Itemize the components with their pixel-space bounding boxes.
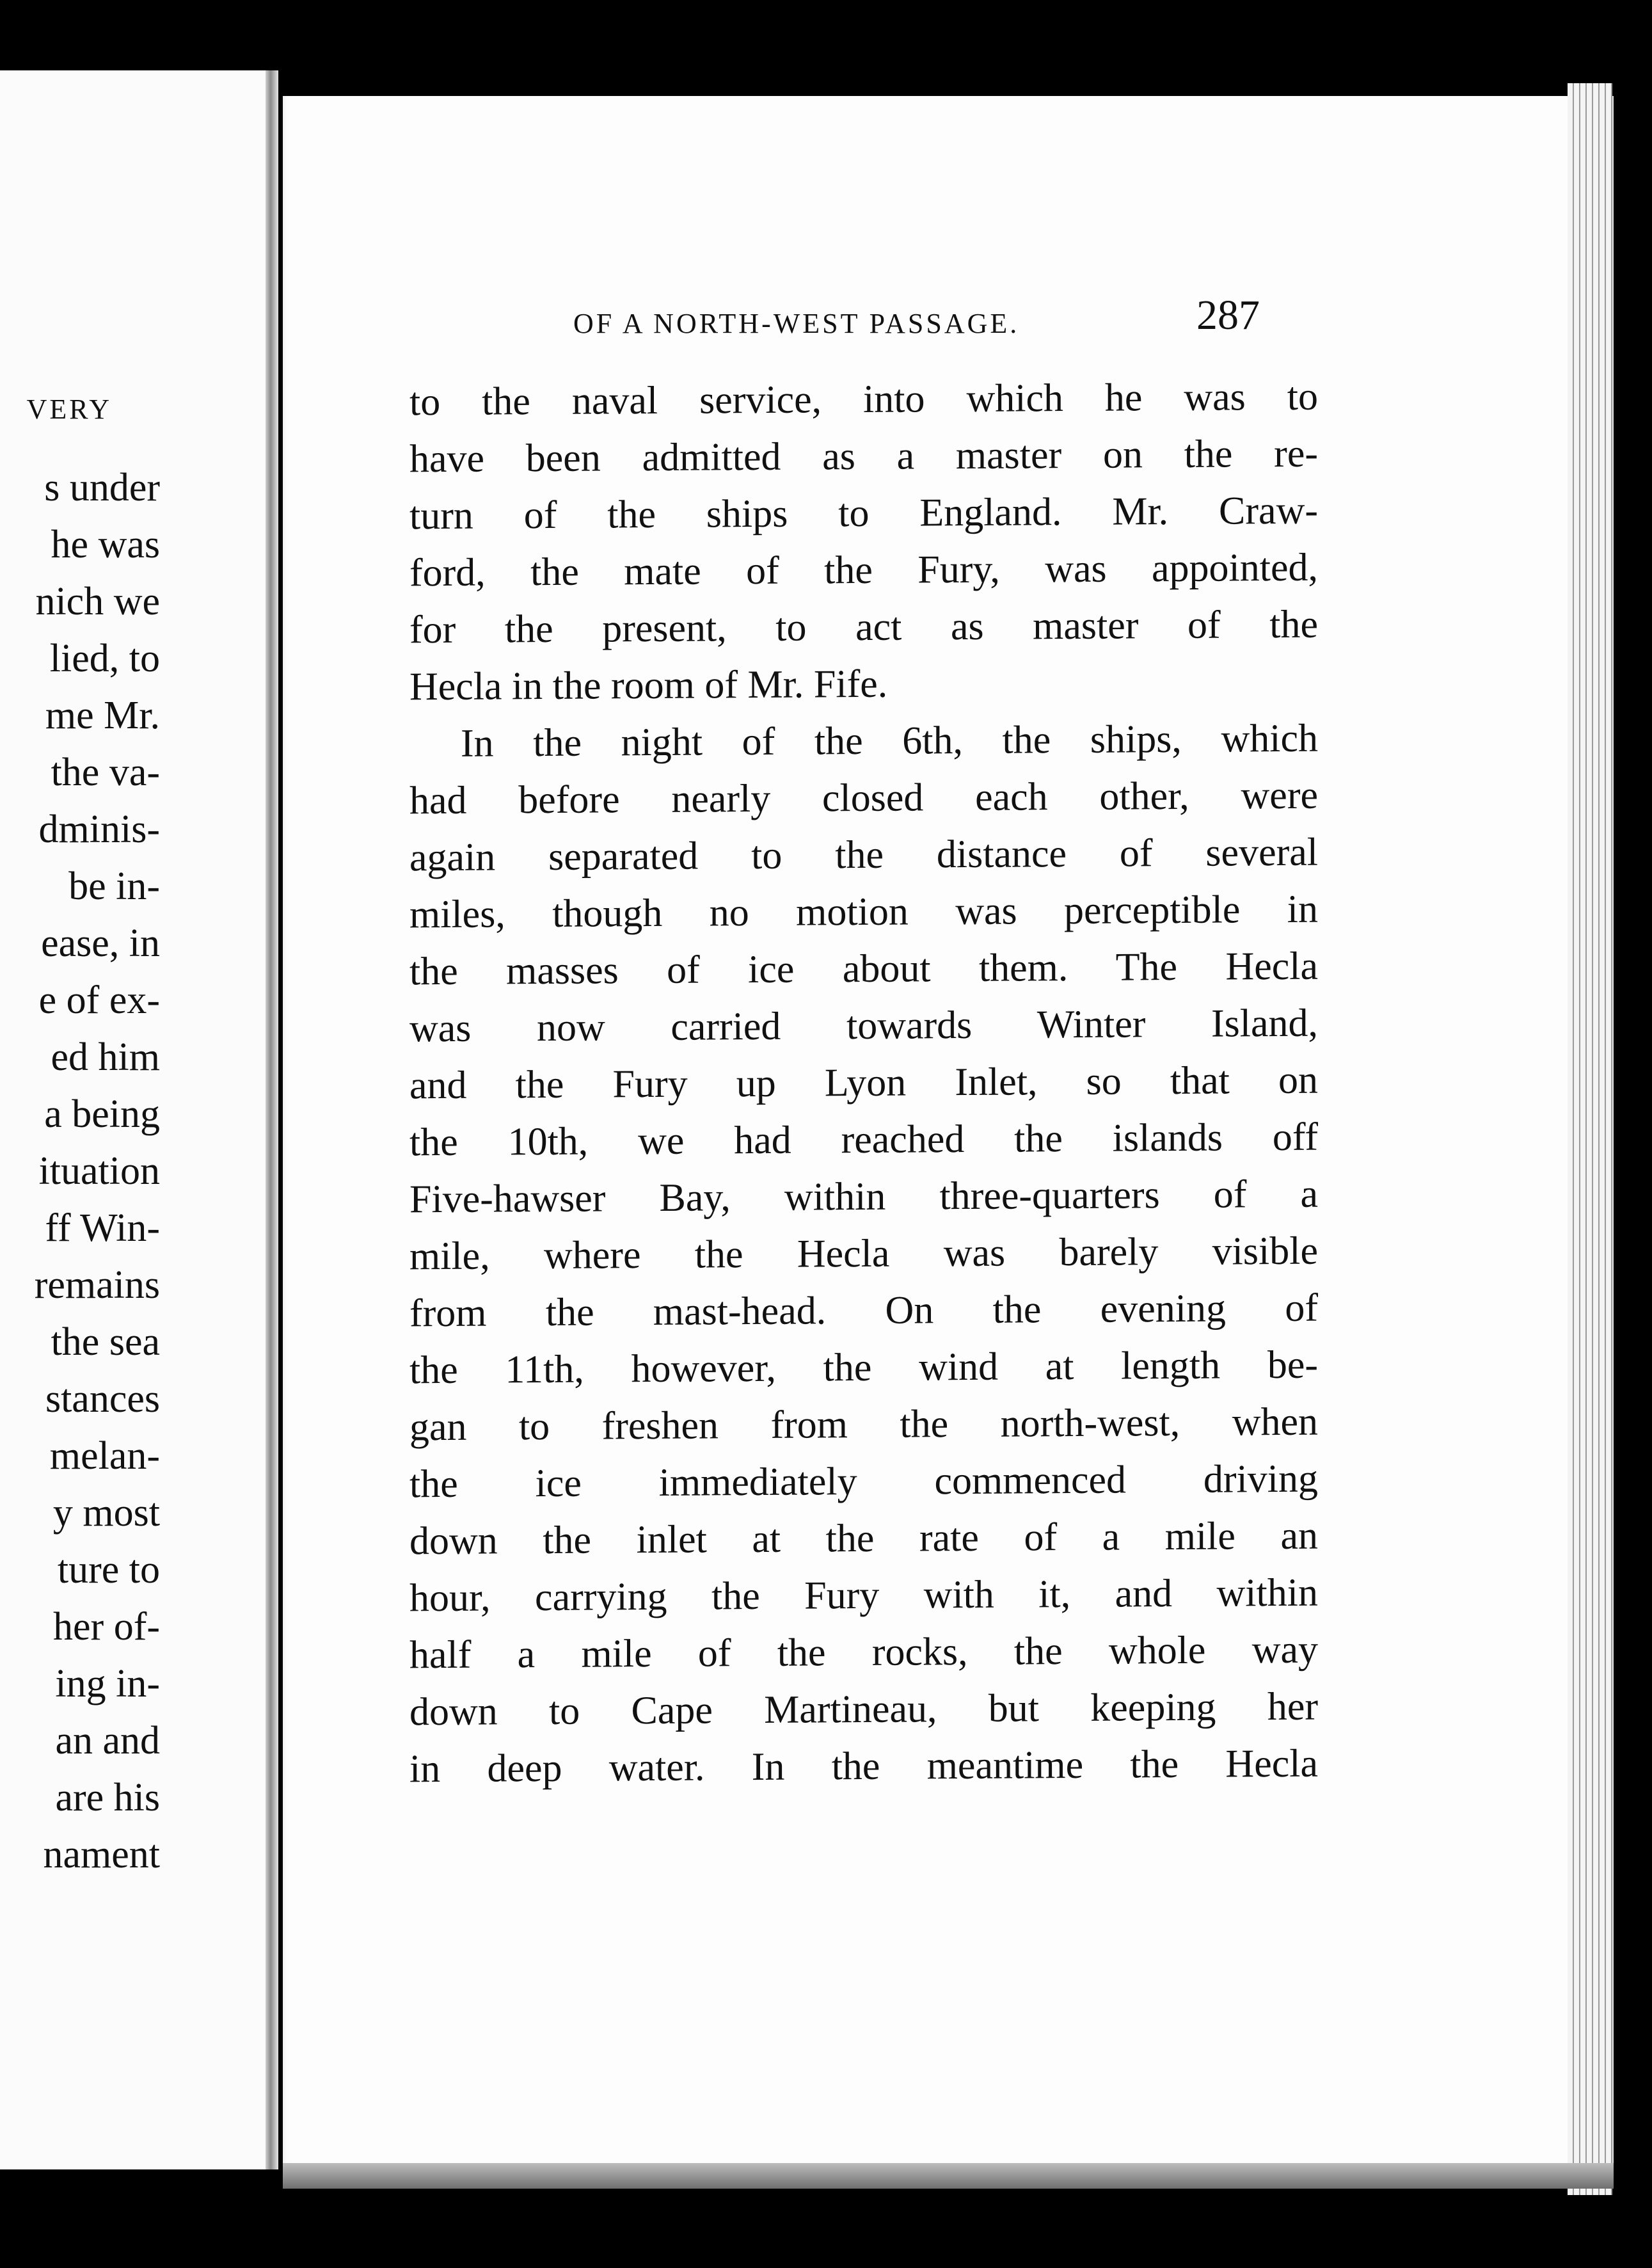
left-text-line: are his: [55, 1776, 160, 1819]
text-line: [409, 596, 1318, 659]
text-line: [409, 938, 1318, 1001]
text-line-content: from the mast-head. On the evening of: [409, 1286, 1318, 1336]
left-text-line: ff Win-: [45, 1206, 160, 1250]
book-gutter: [266, 70, 278, 2169]
left-page: [0, 70, 273, 2169]
text-line-content: have been admitted as a master on the re-: [409, 431, 1318, 481]
left-text-line: stances: [45, 1377, 160, 1421]
left-text-line: lied, to: [49, 637, 160, 680]
text-line-content: the ice immediately commenced driving: [409, 1457, 1318, 1506]
left-text-line: s under: [44, 466, 160, 509]
left-running-header: VERY: [26, 394, 112, 425]
text-line-content: half a mile of the rocks, the whole way: [409, 1627, 1318, 1677]
text-line: [409, 824, 1318, 887]
page-number: 287: [1196, 292, 1260, 339]
text-line-content: the masses of ice about them. The Hecla: [409, 944, 1318, 994]
text-line: [409, 1109, 1318, 1172]
text-line-content: was now carried towards Winter Island,: [409, 1001, 1318, 1051]
left-text-line: nich we: [35, 580, 160, 623]
text-line-content: miles, though no motion was perceptible in: [409, 887, 1318, 937]
text-line-content: again separated to the distance of several: [409, 830, 1318, 880]
page-edges: [1568, 83, 1612, 2195]
text-line: [409, 1679, 1318, 1741]
running-header: OF A NORTH-WEST PASSAGE.: [573, 308, 1020, 339]
text-line: [409, 369, 1318, 431]
left-text-line: remains: [34, 1263, 160, 1307]
left-text-line: ease, in: [41, 922, 160, 965]
text-line: [409, 710, 1318, 773]
text-line: [409, 1394, 1318, 1457]
text-line-content: had before nearly closed each other, were: [409, 773, 1318, 823]
left-text-line: nament: [43, 1833, 160, 1876]
left-text-line: me Mr.: [45, 694, 160, 737]
left-text-line: ture to: [57, 1548, 160, 1592]
text-line-content: hour, carrying the Fury with it, and within: [409, 1570, 1318, 1620]
left-text-line: the va-: [51, 751, 160, 794]
text-line-content: mile, where the Hecla was barely visible: [409, 1229, 1318, 1279]
left-text-line: melan-: [49, 1434, 160, 1478]
left-text-line: the sea: [51, 1320, 160, 1364]
text-line: [409, 483, 1318, 545]
text-line-content: the 11th, however, the wind at length be-: [409, 1343, 1318, 1393]
text-line-content: ford, the mate of the Fury, was appointed,: [409, 545, 1318, 595]
left-text-line: ing in-: [55, 1662, 160, 1705]
text-line-content: In the night of the 6th, the ships, which: [461, 716, 1318, 765]
text-line: [409, 1508, 1318, 1570]
text-line: [409, 1223, 1318, 1286]
text-line-content: for the present, to act as master of the: [409, 602, 1318, 652]
text-line: [409, 1736, 1318, 1798]
text-line: [409, 539, 1318, 602]
left-text-line: a being: [44, 1092, 160, 1136]
left-text-line: y most: [52, 1491, 160, 1535]
body-text: [409, 371, 1318, 1795]
text-line-content: the 10th, we had reached the islands off: [409, 1115, 1318, 1165]
left-text-line: be in-: [68, 865, 160, 908]
text-line-content: and the Fury up Lyon Inlet, so that on: [409, 1058, 1318, 1108]
left-text-line: ed him: [51, 1035, 160, 1079]
page-bottom-shadow: [283, 2163, 1614, 2189]
text-line-content: down the inlet at the rate of a mile an: [409, 1513, 1318, 1563]
text-line: [409, 881, 1318, 944]
text-line: [409, 1280, 1318, 1343]
text-line-content: in deep water. In the meantime the Hecla: [409, 1741, 1318, 1791]
text-line-content: to the naval service, into which he was to: [409, 374, 1318, 424]
left-text-line: dminis-: [38, 808, 160, 851]
text-line: [409, 767, 1318, 830]
left-text-line: e of ex-: [38, 978, 160, 1022]
text-line-content: down to Cape Martineau, but keeping her: [409, 1684, 1318, 1734]
text-line: [409, 1451, 1318, 1513]
text-line: [409, 1337, 1318, 1400]
text-line: [409, 653, 1318, 716]
left-text-line: he was: [51, 523, 160, 566]
text-line-content: turn of the ships to England. Mr. Craw-: [409, 488, 1318, 538]
text-line: [409, 995, 1318, 1058]
text-line: [409, 1052, 1318, 1115]
text-line: [409, 1622, 1318, 1684]
text-line: [409, 1565, 1318, 1627]
left-text-line: an and: [55, 1719, 160, 1762]
text-line-content: Hecla in the room of Mr. Fife.: [409, 662, 888, 709]
left-text-line: her of-: [53, 1605, 160, 1649]
text-line-content: gan to freshen from the north-west, when: [409, 1400, 1318, 1449]
left-text-line: ituation: [38, 1149, 160, 1193]
text-line-content: Five-hawser Bay, within three-quarters of a: [409, 1172, 1318, 1222]
left-page-text: [0, 459, 160, 1883]
text-line: [409, 1166, 1318, 1229]
text-line: [409, 426, 1318, 488]
